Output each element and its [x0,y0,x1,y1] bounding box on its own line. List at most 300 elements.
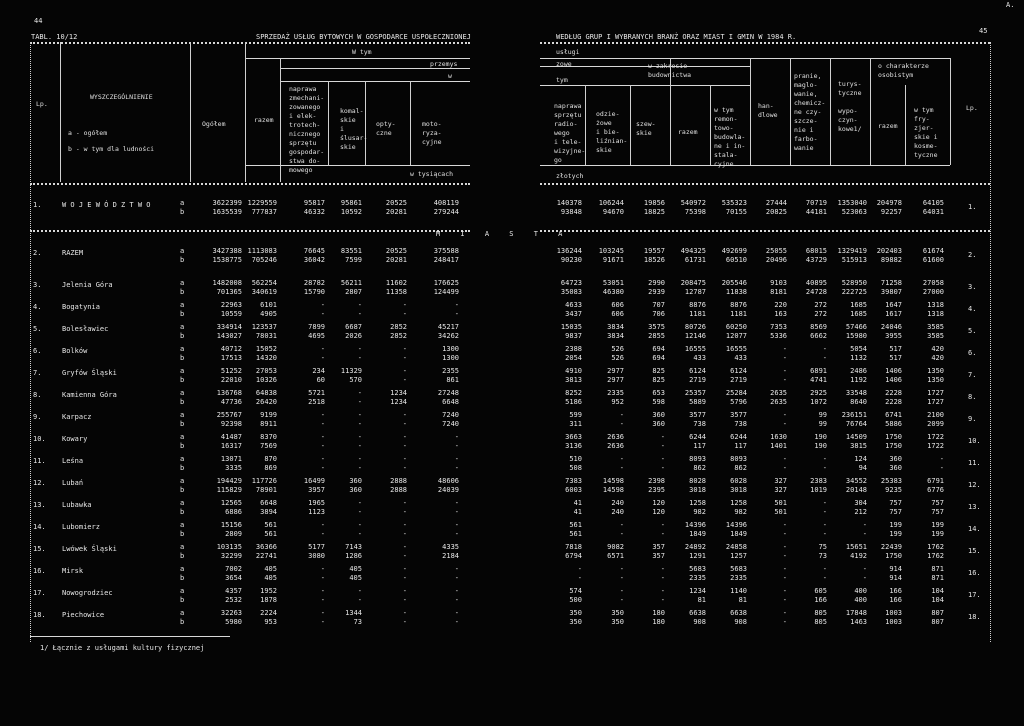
cell-value: 6687 [345,323,362,331]
cell-value: 805 [814,618,827,626]
cell-value: 27248 [437,389,459,397]
cell-value: - [402,455,407,463]
cell-value: 9082 [607,543,624,551]
cell-value: 176625 [433,279,459,287]
cell-value: - [320,411,325,419]
col-rule [60,42,61,182]
row-number: 15. [33,545,46,553]
cell-value: 3663 [565,433,582,441]
cell-value: 7143 [345,543,362,551]
row-name: Lwówek Śląski [62,545,117,553]
cell-value: 561 [569,530,582,538]
header-motoryzacyjne: moto- ryza- cyjne [422,120,442,146]
row-number: 17. [33,589,46,597]
cell-value: 1617 [885,310,902,318]
cell-value: 40895 [805,279,827,287]
cell-value: 95861 [340,199,362,207]
cell-value: - [402,301,407,309]
cell-value: 862 [693,464,706,472]
row-number-right: 3. [968,283,977,291]
cell-value: 1181 [689,310,706,318]
cell-value: 2635 [770,398,787,406]
cell-value: - [782,345,787,353]
cell-value: 757 [931,508,944,516]
cell-value: 694 [652,354,665,362]
cell-value: 405 [349,574,362,582]
cell-value: 8640 [850,398,867,406]
cell-value: 75398 [684,208,706,216]
cell-value: - [402,543,407,551]
row-name: Bogatynia [62,303,100,311]
cell-value: 408119 [433,199,459,207]
cell-value: 7240 [442,411,459,419]
cell-value: 123537 [251,323,277,331]
cell-value: 104 [931,596,944,604]
row-name: Bolków [62,347,88,355]
header-odziezowe: odzie- żowe i bie- liźnian- skie [596,110,628,154]
cell-value: 1406 [885,367,902,375]
cell-value: 1463 [850,618,867,626]
header-naprawa-rtv: naprawa sprzętu radio- wego i tele- wizyjne- go [554,102,586,164]
cell-value: 420 [931,345,944,353]
row-name: Lubawka [62,501,92,509]
page-number-right: 45 [979,27,988,35]
cell-value: 1762 [927,543,944,551]
cell-value: 1234 [390,398,407,406]
row-separator [30,230,470,232]
cell-value: 7818 [565,543,582,551]
cell-value: 1286 [345,552,362,560]
cell-value: 492699 [721,247,747,255]
cell-value: - [454,565,459,573]
row-marker: a [180,279,185,287]
row-marker: a [180,389,185,397]
row-marker: a [180,565,185,573]
row-marker: a [180,499,185,507]
cell-value: - [320,433,325,441]
cell-value: 9199 [260,411,277,419]
cell-value: - [619,587,624,595]
cell-value: 1350 [927,376,944,384]
row-number-right: 9. [968,415,977,423]
cell-value: 89882 [880,256,902,264]
cell-value: 6794 [565,552,582,560]
cell-value: 2518 [308,398,325,406]
cell-value: 357 [652,543,665,551]
cell-value: 43729 [805,256,827,264]
cell-value: 92257 [880,208,902,216]
table-row [0,455,1024,477]
cell-value: 208475 [680,279,706,287]
cell-value: 41487 [220,433,242,441]
cell-value: 8252 [565,389,582,397]
cell-value: - [454,587,459,595]
cell-value: 83551 [340,247,362,255]
header-razem-budownictwo: razem [678,128,698,136]
row-marker: a [180,587,185,595]
cell-value: 2398 [648,477,665,485]
cell-value: 120 [652,499,665,507]
cell-value: 304 [854,499,867,507]
cell-value: - [320,530,325,538]
cell-value: 81 [738,596,747,604]
cell-value: 375588 [433,247,459,255]
cell-value: 124499 [433,288,459,296]
cell-value: 47736 [220,398,242,406]
cell-value: 16555 [684,345,706,353]
cell-value: 360 [652,411,665,419]
cell-value: - [454,618,459,626]
cell-value: 2026 [345,332,362,340]
row-number: 14. [33,523,46,531]
cell-value: 99 [818,420,827,428]
row-marker: a [180,367,185,375]
row-number-right: 10. [968,437,981,445]
cell-value: 26420 [255,398,277,406]
cell-value: 20496 [765,256,787,264]
row-marker: b [180,552,185,560]
cell-value: 46380 [602,288,624,296]
cell-value: 515913 [841,256,867,264]
cell-value: 103245 [598,247,624,255]
cell-value: 92398 [220,420,242,428]
row-marker: a [180,301,185,309]
cell-value: 6638 [689,609,706,617]
cell-value: - [619,420,624,428]
cell-value: 517 [889,345,902,353]
cell-value: 78031 [255,332,277,340]
cell-value: 2099 [927,420,944,428]
cell-value: 3957 [308,486,325,494]
cell-value: 14598 [602,477,624,485]
cell-value: 39807 [880,288,902,296]
cell-value: 61674 [922,247,944,255]
cell-value: 2939 [648,288,665,296]
cell-value: 190 [814,433,827,441]
cell-value: 94 [858,464,867,472]
cell-value: - [402,376,407,384]
cell-value: 25383 [880,477,902,485]
cell-value: - [619,464,624,472]
cell-value: 20825 [765,208,787,216]
cell-value: - [402,433,407,441]
cell-value: 5886 [885,420,902,428]
cell-value: 117 [734,442,747,450]
cell-value: 350 [611,609,624,617]
cell-value: - [822,565,827,573]
row-number-right: 11. [968,459,981,467]
cell-value: 1722 [927,433,944,441]
table-row [0,411,1024,433]
cell-value: 64105 [922,199,944,207]
cell-value: - [619,530,624,538]
cell-value: 40712 [220,345,242,353]
cell-value: - [357,530,362,538]
cell-value: 6648 [442,398,459,406]
cell-value: - [320,464,325,472]
cell-value: 2228 [885,389,902,397]
cell-value: 70155 [725,208,747,216]
cell-value: 22741 [255,552,277,560]
cell-value: 360 [349,486,362,494]
cell-value: 5336 [770,332,787,340]
header-spec-a: a - ogółem [68,129,108,137]
header-ogolem: Ogółem [202,120,226,128]
cell-value: - [357,420,362,428]
row-name: Karpacz [62,413,92,421]
cell-value: 64838 [255,389,277,397]
cell-value: 2852 [390,323,407,331]
header-line-3r [540,85,750,86]
cell-value: 2636 [607,442,624,450]
cell-value: 15052 [255,345,277,353]
cell-value: 234 [312,367,325,375]
row-number: 2. [33,249,42,257]
cell-value: 327 [774,477,787,485]
cell-value: - [782,530,787,538]
col-rule [328,81,329,165]
cell-value: 166 [814,596,827,604]
cell-value: 4741 [810,376,827,384]
cell-value: 340619 [251,288,277,296]
cell-value: 360 [349,477,362,485]
col-rule [410,81,411,165]
cell-value: 202403 [876,247,902,255]
cell-value: 4192 [850,552,867,560]
cell-value: 15790 [303,288,325,296]
cell-value: - [402,354,407,362]
cell-value: 6891 [810,367,827,375]
cell-value: 14509 [845,433,867,441]
cell-value: 60 [316,376,325,384]
cell-value: - [577,565,582,573]
table-row [0,301,1024,323]
cell-value: - [454,442,459,450]
cell-value: 76645 [303,247,325,255]
cell-value: - [660,521,665,529]
cell-value: 24892 [684,543,706,551]
cell-value: 3427388 [212,247,242,255]
cell-value: 3577 [730,411,747,419]
cell-value: 757 [889,499,902,507]
cell-value: 20148 [845,486,867,494]
cell-value: 166 [889,596,902,604]
cell-value: 48606 [437,477,459,485]
cell-value: 41 [573,499,582,507]
cell-value: 272 [814,310,827,318]
row-number-right: 17. [968,591,981,599]
cell-value: 24858 [725,543,747,551]
cell-value: 3018 [730,486,747,494]
row-marker: a [180,543,185,551]
cell-value: 2388 [565,345,582,353]
cell-value: 2888 [390,477,407,485]
header-razem: razem [254,116,274,124]
cell-value: - [454,521,459,529]
cell-value: - [619,521,624,529]
cell-value: 8093 [689,455,706,463]
cell-value: - [782,376,787,384]
cell-value: 115829 [216,486,242,494]
table-row [0,543,1024,565]
row-marker: b [180,288,185,296]
cell-value: 311 [569,420,582,428]
cell-value: 70719 [805,199,827,207]
cell-value: 1181 [730,310,747,318]
cell-value: 360 [889,464,902,472]
cell-value: 6571 [607,552,624,560]
cell-value: 523063 [841,208,867,216]
cell-value: 4905 [260,310,277,318]
cell-value: - [822,354,827,362]
col-rule [830,58,831,165]
cell-value: 1538775 [212,256,242,264]
cell-value: - [862,565,867,573]
cell-value: - [357,464,362,472]
cell-value: 8093 [730,455,747,463]
cell-value: 1762 [927,552,944,560]
cell-value: 3080 [308,552,325,560]
cell-value: 78901 [255,486,277,494]
table-row [0,587,1024,609]
cell-value: 8911 [260,420,277,428]
cell-value: 5889 [689,398,706,406]
cell-value: - [660,433,665,441]
cell-value: 11329 [340,367,362,375]
row-separator-right [540,230,990,232]
cell-value: 561 [264,530,277,538]
cell-value: 1003 [885,618,902,626]
cell-value: 4695 [308,332,325,340]
cell-value: 8876 [730,301,747,309]
cell-value: 8876 [689,301,706,309]
cell-value: 34552 [845,477,867,485]
cell-value: 807 [931,618,944,626]
cell-value: 914 [889,574,902,582]
cell-value: 501 [774,508,787,516]
cell-value: 1257 [730,552,747,560]
cell-value: 1647 [885,301,902,309]
cell-value: - [782,455,787,463]
row-number: 4. [33,303,42,311]
cell-value: 1123 [308,508,325,516]
cell-value: 16499 [303,477,325,485]
cell-value: 510 [569,455,582,463]
cell-value: 433 [693,354,706,362]
cell-value: - [939,464,944,472]
cell-value: 5177 [308,543,325,551]
cell-value: - [782,521,787,529]
cell-value: - [619,565,624,573]
row-number: 12. [33,479,46,487]
cell-value: 574 [569,587,582,595]
row-name: Lubomierz [62,523,100,531]
cell-value: - [782,587,787,595]
header-komunalne: komal- skie i ślusar- skie [340,107,368,151]
cell-value: 1318 [927,301,944,309]
cell-value: 199 [931,521,944,529]
cell-value: 1630 [770,433,787,441]
cell-value: 75 [818,543,827,551]
row-number: 18. [33,611,46,619]
cell-value: 25357 [684,389,706,397]
row-number: 16. [33,567,46,575]
cell-value: 24046 [880,323,902,331]
row-marker: a [180,345,185,353]
cell-value: - [320,420,325,428]
row-name: Jelenia Góra [62,281,113,289]
table-row [0,389,1024,411]
cell-value: 405 [349,565,362,573]
header-w-zakresie: w zakresie budownictwa [648,62,692,79]
cell-value: 350 [569,618,582,626]
cell-value: - [822,521,827,529]
cell-value: 248417 [433,256,459,264]
row-marker: a [180,455,185,463]
col-rule [280,58,281,182]
col-rule [905,85,906,165]
cell-value: 908 [693,618,706,626]
cell-value: 106244 [598,199,624,207]
row-number-right: 14. [968,525,981,533]
cell-value: - [357,587,362,595]
cell-value: 41 [573,508,582,516]
cell-value: 1952 [260,587,277,595]
cell-value: - [862,521,867,529]
cell-value: 1685 [850,301,867,309]
cell-value: 19856 [643,199,665,207]
cell-value: 10592 [340,208,362,216]
col-rule [870,58,871,165]
header-zlotych: złotych [556,172,584,180]
cell-value: 1113083 [247,247,277,255]
cell-value: 598 [652,398,665,406]
cell-value: 2636 [607,433,624,441]
cell-value: 3834 [607,323,624,331]
cell-value: 2635 [770,389,787,397]
cell-value: - [402,596,407,604]
header-line-1r [540,58,950,59]
cell-value: 9837 [565,332,582,340]
cell-value: 5683 [730,565,747,573]
row-marker: a [180,323,185,331]
cell-value: - [357,345,362,353]
cell-value: 501 [774,499,787,507]
cell-value: 6124 [689,367,706,375]
header-lp: Lp. [36,100,48,108]
cell-value: 27000 [922,288,944,296]
cell-value: 194429 [216,477,242,485]
cell-value: - [357,398,362,406]
cell-value: 4335 [442,543,459,551]
header-razem-osobistym: razem [878,122,898,130]
row-number: 11. [33,457,46,465]
cell-value: 11838 [725,288,747,296]
table-row [0,323,1024,345]
cell-value: 606 [611,301,624,309]
cell-value: 350 [569,609,582,617]
cell-value: 99 [818,411,827,419]
row-marker: b [180,208,185,216]
cell-value: - [862,574,867,582]
cell-value: - [660,565,665,573]
header-bottom-right [540,183,990,185]
cell-value: - [402,618,407,626]
cell-value: 120 [652,508,665,516]
cell-value: 24039 [437,486,459,494]
cell-value: 952 [611,398,624,406]
cell-value: 46332 [303,208,325,216]
